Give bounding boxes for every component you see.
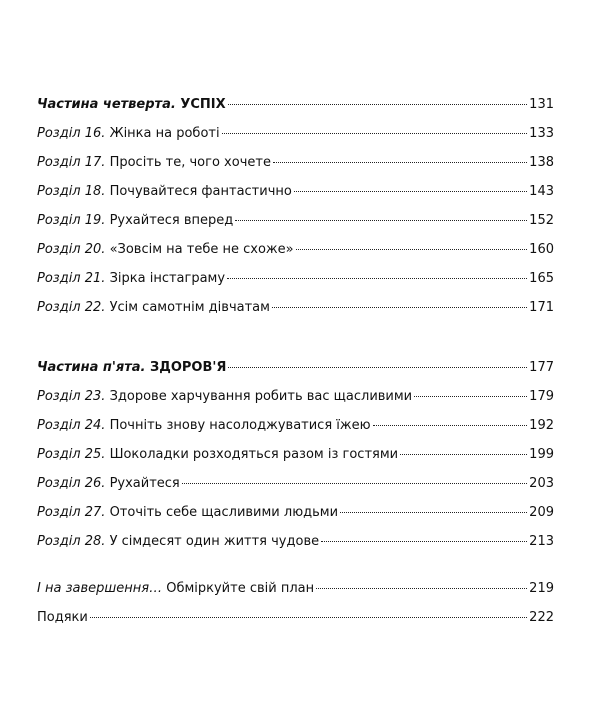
toc-chapter-entry[interactable] xyxy=(37,154,554,183)
chapter-label: Розділ 20. xyxy=(37,242,106,257)
dot-leader xyxy=(90,617,527,618)
chapter-title: Почніть знову насолоджуватися їжею xyxy=(109,418,371,433)
dot-leader xyxy=(296,249,528,250)
part-title: УСПІХ xyxy=(180,97,226,112)
dot-leader xyxy=(222,133,528,134)
section-spacer xyxy=(37,328,554,359)
toc-entry-title xyxy=(37,446,398,464)
toc-chapter-entry[interactable] xyxy=(37,446,554,475)
toc-entry-title xyxy=(37,270,225,288)
chapter-label: Розділ 23. xyxy=(37,389,106,404)
chapter-title: Шоколадки розходяться разом із гостями xyxy=(109,447,399,462)
chapter-label: Розділ 27. xyxy=(37,505,106,520)
chapter-title: Рухайтеся вперед xyxy=(109,213,234,228)
chapter-label: Розділ 26. xyxy=(37,476,106,491)
page-number: 138 xyxy=(529,155,554,170)
toc-chapter-entry[interactable] xyxy=(37,212,554,241)
toc-entry-title xyxy=(37,96,226,114)
toc-entry-title xyxy=(37,154,271,172)
chapter-label: Розділ 17. xyxy=(37,155,106,170)
chapter-label: Розділ 19. xyxy=(37,213,106,228)
page-number: 160 xyxy=(529,242,554,257)
dot-leader xyxy=(414,396,527,397)
toc-chapter-entry[interactable] xyxy=(37,475,554,504)
chapter-label: Розділ 18. xyxy=(37,184,106,199)
toc-entry-title xyxy=(37,533,319,551)
chapter-title: Оточіть себе щасливими людьми xyxy=(109,505,339,520)
toc-thanks-entry[interactable] xyxy=(37,609,554,638)
toc-entry-title xyxy=(37,359,226,377)
toc-ending-entry[interactable] xyxy=(37,580,554,609)
page-number: 209 xyxy=(529,505,554,520)
chapter-title: Рухайтеся xyxy=(109,476,180,491)
toc-chapter-entry[interactable] xyxy=(37,299,554,328)
toc-entry-title xyxy=(37,212,233,230)
page-number: 179 xyxy=(529,389,554,404)
chapter-title: Просіть те, чого хочете xyxy=(109,155,271,170)
part-title: ЗДОРОВ'Я xyxy=(150,360,227,375)
chapter-label: Розділ 16. xyxy=(37,126,106,141)
dot-leader xyxy=(340,512,527,513)
part-label: Частина четверта. xyxy=(37,97,176,112)
chapter-title: «Зовсім на тебе не схоже» xyxy=(109,242,294,257)
chapter-title: Почувайтеся фантастично xyxy=(109,184,292,199)
page-number: 133 xyxy=(529,126,554,141)
chapter-label: Розділ 28. xyxy=(37,534,106,549)
page-number: 152 xyxy=(529,213,554,228)
toc-entry-title xyxy=(37,475,180,493)
toc-chapter-entry[interactable] xyxy=(37,417,554,446)
toc-entry-title xyxy=(37,241,294,259)
toc-entry-title xyxy=(37,504,338,522)
page-number: 222 xyxy=(529,610,554,625)
toc-entry-title xyxy=(37,388,412,406)
page-number: 165 xyxy=(529,271,554,286)
toc-chapter-entry[interactable] xyxy=(37,183,554,212)
page-number: 219 xyxy=(529,581,554,596)
dot-leader xyxy=(182,483,527,484)
chapter-title: Жінка на роботі xyxy=(109,126,220,141)
chapter-title: Здорове харчування робить вас щасливими xyxy=(109,389,413,404)
chapter-title: Зірка інстаграму xyxy=(109,271,226,286)
ending-title: Обміркуйте свій план xyxy=(166,581,315,596)
toc-entry-title xyxy=(37,125,220,143)
toc-chapter-entry[interactable] xyxy=(37,533,554,562)
chapter-label: Розділ 25. xyxy=(37,447,106,462)
page-number: 177 xyxy=(529,360,554,375)
dot-leader xyxy=(273,162,527,163)
page-number: 143 xyxy=(529,184,554,199)
chapter-label: Розділ 24. xyxy=(37,418,106,433)
toc-chapter-entry[interactable] xyxy=(37,270,554,299)
chapter-label: Розділ 22. xyxy=(37,300,106,315)
dot-leader xyxy=(400,454,527,455)
dot-leader xyxy=(316,588,527,589)
thanks-title: Подяки xyxy=(37,610,88,625)
dot-leader xyxy=(227,278,527,279)
page-number: 213 xyxy=(529,534,554,549)
page-number: 203 xyxy=(529,476,554,491)
toc-chapter-entry[interactable] xyxy=(37,388,554,417)
toc-chapter-entry[interactable] xyxy=(37,504,554,533)
chapter-label: Розділ 21. xyxy=(37,271,106,286)
dot-leader xyxy=(235,220,527,221)
dot-leader xyxy=(321,541,527,542)
chapter-title: У сімдесят один життя чудове xyxy=(109,534,320,549)
toc-entry-title xyxy=(37,183,292,201)
toc-part-heading[interactable] xyxy=(37,96,554,125)
table-of-contents xyxy=(37,96,554,638)
page-number: 131 xyxy=(529,97,554,112)
dot-leader xyxy=(228,104,528,105)
toc-entry-title xyxy=(37,580,314,598)
toc-entry-title xyxy=(37,299,270,317)
dot-leader xyxy=(373,425,528,426)
toc-entry-title xyxy=(37,417,371,435)
ending-label: І на завершення… xyxy=(37,581,163,596)
page-number: 199 xyxy=(529,447,554,462)
part-label: Частина п'ята. xyxy=(37,360,146,375)
dot-leader xyxy=(294,191,527,192)
toc-part-heading[interactable] xyxy=(37,359,554,388)
chapter-title: Усім самотнім дівчатам xyxy=(109,300,270,315)
dot-leader xyxy=(228,367,527,368)
dot-leader xyxy=(272,307,527,308)
toc-chapter-entry[interactable] xyxy=(37,241,554,270)
toc-chapter-entry[interactable] xyxy=(37,125,554,154)
section-spacer xyxy=(37,562,554,580)
page-number: 192 xyxy=(529,418,554,433)
page-number: 171 xyxy=(529,300,554,315)
